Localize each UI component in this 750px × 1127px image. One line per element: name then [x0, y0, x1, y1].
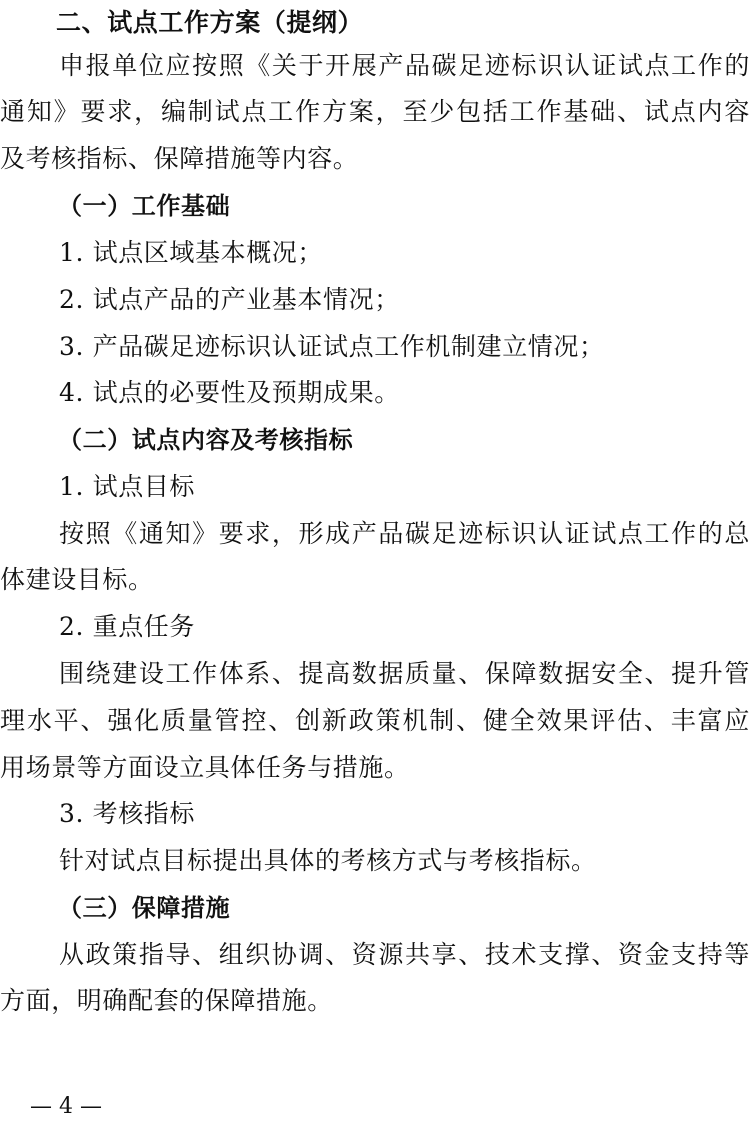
intro-line-2: 通知》要求，编制试点工作方案，至少包括工作基础、试点内容: [0, 97, 750, 126]
part2-sub3-title: 3. 考核指标: [59, 799, 195, 828]
page-number: — 4 —: [30, 1094, 102, 1119]
part2-sub2-line-3: 用场景等方面设立具体任务与措施。: [0, 753, 410, 782]
intro-line-1: 申报单位应按照《关于开展产品碳足迹标识认证试点工作的: [59, 51, 750, 80]
part2-sub2-title: 2. 重点任务: [59, 612, 195, 641]
part1-heading: （一）工作基础: [58, 192, 231, 220]
part1-item-4: 4. 试点的必要性及预期成果。: [59, 378, 400, 407]
part2-heading: （二）试点内容及考核指标: [58, 426, 354, 454]
part2-sub3-line-1: 针对试点目标提出具体的考核方式与考核指标。: [59, 846, 597, 875]
part1-item-1: 1. 试点区域基本概况；: [59, 238, 324, 267]
part3-line-2: 方面，明确配套的保障措施。: [0, 986, 333, 1015]
intro-line-3: 及考核指标、保障措施等内容。: [0, 144, 359, 173]
part2-sub1-line-1: 按照《通知》要求，形成产品碳足迹标识认证试点工作的总: [59, 519, 750, 548]
section-title: 二、试点工作方案（提纲）: [56, 8, 364, 37]
part2-sub1-line-2: 体建设目标。: [0, 565, 154, 594]
part2-sub1-title: 1. 试点目标: [59, 472, 195, 501]
part2-sub2-line-1: 围绕建设工作体系、提高数据质量、保障数据安全、提升管: [59, 659, 750, 688]
part1-item-3: 3. 产品碳足迹标识认证试点工作机制建立情况；: [59, 332, 605, 361]
part2-sub2-line-2: 理水平、强化质量管控、创新政策机制、健全效果评估、丰富应: [0, 706, 750, 735]
part1-item-2: 2. 试点产品的产业基本情况；: [59, 285, 400, 314]
part3-heading: （三）保障措施: [58, 894, 231, 922]
part3-line-1: 从政策指导、组织协调、资源共享、技术支撑、资金支持等: [59, 940, 750, 969]
